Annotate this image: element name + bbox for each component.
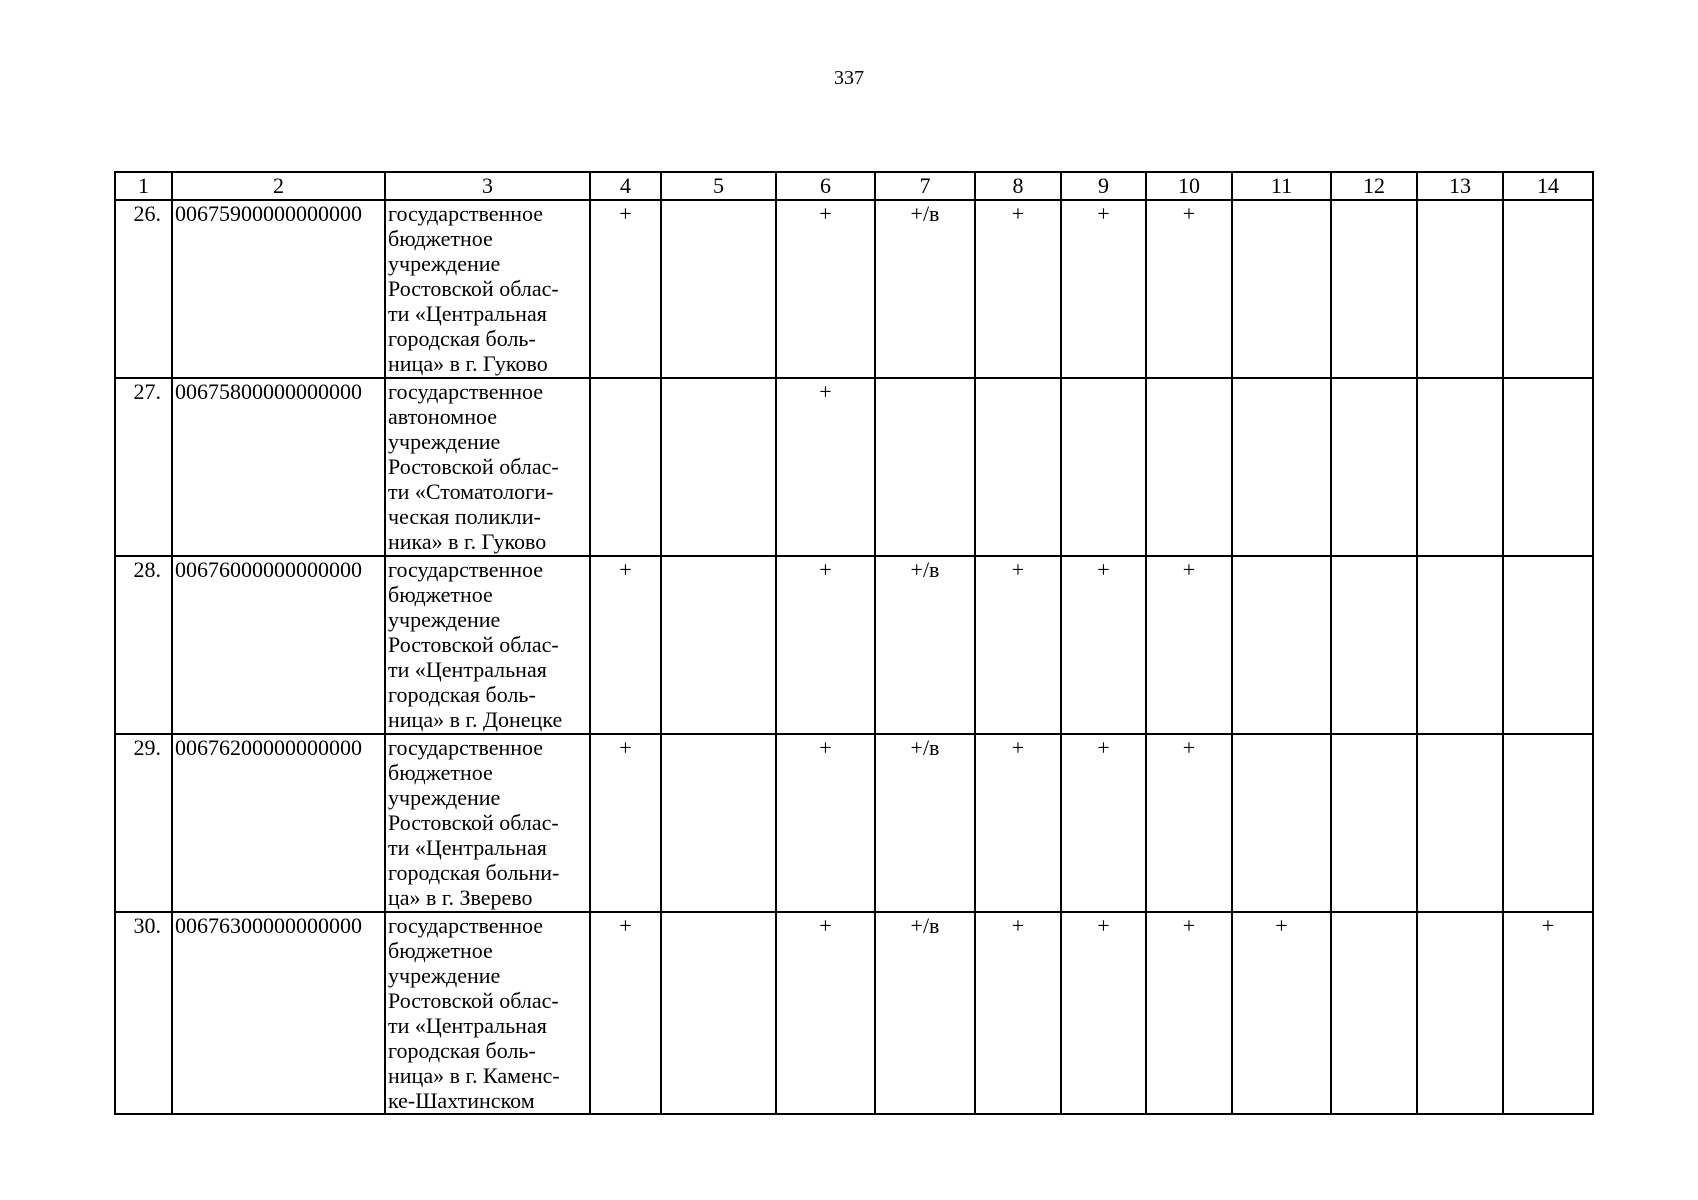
mark-col-7: +/в [875,556,975,734]
row-number: 29. [115,734,172,912]
mark-col-8: + [975,556,1061,734]
mark-col-14 [1503,200,1593,378]
column-header-13: 13 [1417,172,1503,200]
row-code: 00676300000000000 [172,912,385,1114]
row-name: государственное бюджетное учреждение Ростовской облас- ти «Центральная городская боль- ница» в г. Каменс- ке-Шахтинском [385,912,590,1114]
mark-col-7: +/в [875,200,975,378]
column-header-12: 12 [1331,172,1417,200]
mark-col-7 [875,378,975,556]
column-header-8: 8 [975,172,1061,200]
table-body [115,200,1593,1114]
mark-col-9: + [1061,200,1146,378]
mark-col-6: + [776,912,875,1114]
row-code: 00676200000000000 [172,734,385,912]
mark-col-6: + [776,556,875,734]
column-header-5: 5 [661,172,776,200]
mark-col-12 [1331,734,1417,912]
header-row [115,172,1593,200]
mark-col-13 [1417,734,1503,912]
column-header-6: 6 [776,172,875,200]
mark-col-11 [1232,378,1331,556]
mark-col-4: + [590,734,661,912]
mark-col-13 [1417,378,1503,556]
mark-col-12 [1331,912,1417,1114]
mark-col-10: + [1146,912,1232,1114]
mark-col-14 [1503,556,1593,734]
mark-col-13 [1417,556,1503,734]
mark-col-14: + [1503,912,1593,1114]
mark-col-13 [1417,200,1503,378]
row-code: 00675900000000000 [172,200,385,378]
mark-col-11 [1232,734,1331,912]
mark-col-8 [975,378,1061,556]
column-header-14: 14 [1503,172,1593,200]
row-number: 27. [115,378,172,556]
mark-col-4: + [590,912,661,1114]
table-row [115,200,1593,378]
registry-table [114,171,1594,1115]
row-number: 30. [115,912,172,1114]
mark-col-7: +/в [875,912,975,1114]
mark-col-9: + [1061,556,1146,734]
mark-col-10: + [1146,200,1232,378]
mark-col-4 [590,378,661,556]
row-number: 28. [115,556,172,734]
mark-col-13 [1417,912,1503,1114]
table-row [115,912,1593,1114]
mark-col-8: + [975,734,1061,912]
mark-col-4: + [590,200,661,378]
mark-col-5 [661,556,776,734]
mark-col-5 [661,378,776,556]
mark-col-5 [661,734,776,912]
mark-col-9: + [1061,912,1146,1114]
mark-col-10: + [1146,734,1232,912]
table-row [115,378,1593,556]
mark-col-8: + [975,912,1061,1114]
column-header-3: 3 [385,172,590,200]
row-code: 00676000000000000 [172,556,385,734]
column-header-7: 7 [875,172,975,200]
column-header-1: 1 [115,172,172,200]
table-row [115,556,1593,734]
column-header-2: 2 [172,172,385,200]
mark-col-9: + [1061,734,1146,912]
row-name: государственное бюджетное учреждение Ростовской облас- ти «Центральная городская больни- ца» в г. Зверево [385,734,590,912]
row-name: государственное бюджетное учреждение Ростовской облас- ти «Центральная городская боль- ница» в г. Гуково [385,200,590,378]
column-header-11: 11 [1232,172,1331,200]
column-header-9: 9 [1061,172,1146,200]
mark-col-5 [661,200,776,378]
row-code: 00675800000000000 [172,378,385,556]
mark-col-5 [661,912,776,1114]
mark-col-9 [1061,378,1146,556]
mark-col-6: + [776,378,875,556]
mark-col-14 [1503,378,1593,556]
table-header [115,172,1593,200]
column-header-4: 4 [590,172,661,200]
row-name: государственное автономное учреждение Ростовской облас- ти «Стоматологи- ческая поликли- ника» в г. Гуково [385,378,590,556]
mark-col-11 [1232,200,1331,378]
column-header-10: 10 [1146,172,1232,200]
mark-col-10 [1146,378,1232,556]
mark-col-12 [1331,556,1417,734]
mark-col-14 [1503,734,1593,912]
row-name: государственное бюджетное учреждение Ростовской облас- ти «Центральная городская боль- ница» в г. Донецке [385,556,590,734]
mark-col-6: + [776,734,875,912]
mark-col-4: + [590,556,661,734]
mark-col-12 [1331,378,1417,556]
mark-col-11: + [1232,912,1331,1114]
mark-col-10: + [1146,556,1232,734]
page-number: 337 [834,67,864,89]
mark-col-8: + [975,200,1061,378]
mark-col-12 [1331,200,1417,378]
row-number: 26. [115,200,172,378]
mark-col-11 [1232,556,1331,734]
table-row [115,734,1593,912]
mark-col-6: + [776,200,875,378]
mark-col-7: +/в [875,734,975,912]
